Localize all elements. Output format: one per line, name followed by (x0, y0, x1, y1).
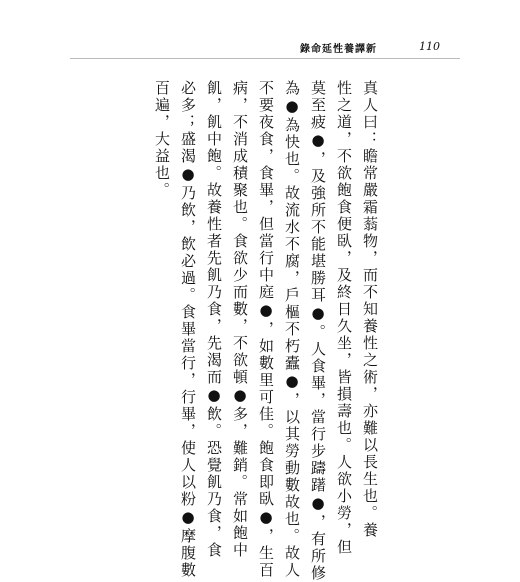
text-column: 莫至疲●，及強所不能堪勝耳●。人食畢，當行步躊躇●，有所修 (309, 80, 327, 582)
text-column: 病，不消成積聚也。食欲少而數，不欲頓●多，難銷。常如飽中 (231, 80, 249, 559)
main-text (150, 80, 380, 582)
text-column: 真人曰：瞻常嚴霜蓊物，而不知養性之術，亦難以長生也。養 (361, 80, 379, 539)
header-rule (70, 58, 460, 59)
running-header-title: 錄命延性養譯新 (300, 44, 377, 55)
text-column: 百遍，大益也。 (153, 80, 171, 199)
running-header (300, 40, 440, 56)
text-column: 性之道，不欲飽食便臥，及終日久坐，皆損壽也。人欲小勞，但 (335, 80, 353, 556)
page-number: 110 (419, 40, 440, 53)
text-column: 必多；盛渴●乃飲，飲必過。食畢當行，行畢，使人以粉●摩腹數 (179, 80, 197, 579)
text-column: 飢，飢中飽。故養性者先飢乃食，先渴而●飲。恐覺飢乃食，食 (205, 80, 223, 559)
text-column: 為●為快也。故流水不腐，戶樞不朽蠹●，以其勞動數故也。故人 (283, 80, 301, 579)
text-column: 不要夜食，食畢，但當行中庭●，如數里可佳。飽食即臥●，生百 (257, 80, 275, 579)
